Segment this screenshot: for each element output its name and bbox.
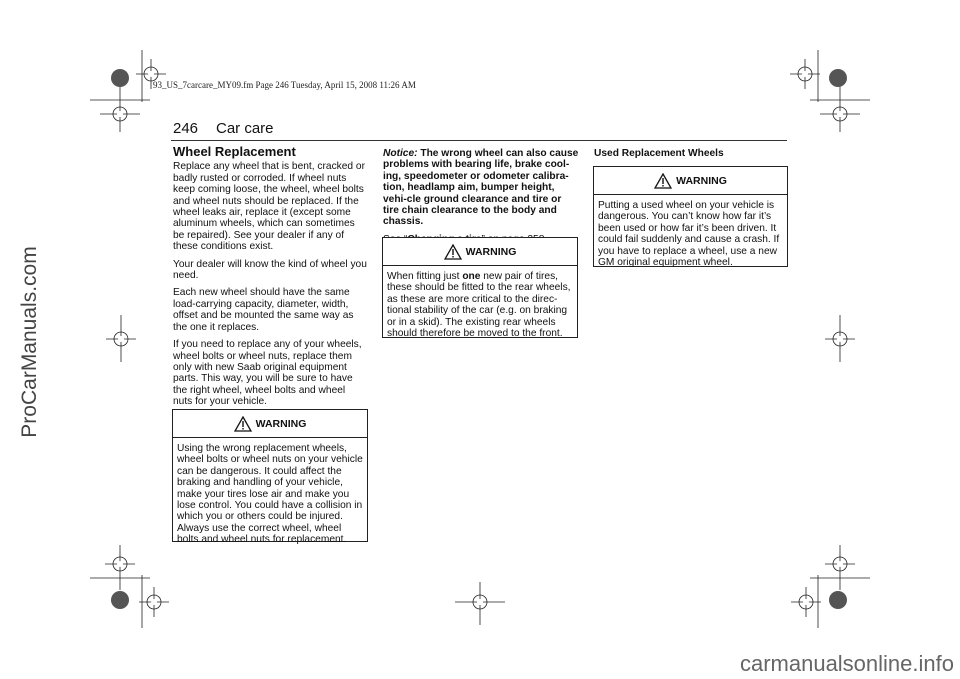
warning-label: WARNING [465,245,517,258]
footer-watermark: carmanualsonline.info [739,651,954,676]
warning-text: Using the wrong replacement wheels, wheel bolts or wheel nuts on your vehicle can be dangerous. It could affect the braking and handling of your vehicle, make your tires lose air and make you lose control. You could have a collision in which you or others could be injured. Always use the correct wheel, wheel bolts and wheel nuts for replacement. [177,443,363,546]
warning-text: Putting a used wheel on your vehicle is dangerous. You can’t know how far it’s been used or how far it’s been driven. It could fail suddenly and cause a crash. If you have to replace a wheel, use a new GM original equipment wheel. [598,200,780,269]
running-head: Car care [216,120,274,137]
warning-text-emphasis: one [462,271,481,282]
notice-text: The wrong wheel can also cause problems with bearing life, brake cool-ing, speedometer or odometer calibra-tion, headlamp aim, bumper height, vehi-cle ground clearance and tire or tire chain clearance to the body and chassis. [383,148,579,228]
paragraph: Replace any wheel that is bent, cracked or badly rusted or corroded. If wheel nuts keep coming loose, the wheel, wheel bolts and wheel nuts should be replaced. If the wheel leaks air, replace it (except some aluminum wheels, which can sometimes be repaired). See your dealer if any of these conditions exist. [173,161,365,253]
warning-label: WARNING [676,174,727,187]
paragraph: Your dealer will know the kind of wheel you need. [173,258,367,282]
print-meta: 93_US_7carcare_MY09.fm Page 246 Tuesday, April 15, 2008 11:26 AM [153,80,416,90]
warning-text-part: When fitting just [387,271,463,282]
section-title: Wheel Replacement [173,144,296,159]
side-watermark: ProCarManuals.com [18,246,41,438]
warning-text-part: new pair of tires, these should be fitted to the rear wheels, as these are more critical to the direc-tional stability of the car (e.g. on braking or in a skid). The existing rear wheels should therefore be moved to the front. [387,271,571,340]
notice-label: Notice: [383,148,418,159]
paragraph: If you need to replace any of your wheels, wheel bolts or wheel nuts, replace them only with new Saab original equipment parts. This way, you will be sure to have the right wheel, wheel bolts and wheel nuts for your vehicle. [173,339,362,408]
subheading: Used Replacement Wheels [594,148,724,159]
paragraph: Each new wheel should have the same load-carrying capacity, diameter, width, offset and be mounted the same way as the one it replaces. [173,287,354,333]
page-number: 246 [173,120,199,137]
warning-label: WARNING [255,417,307,430]
